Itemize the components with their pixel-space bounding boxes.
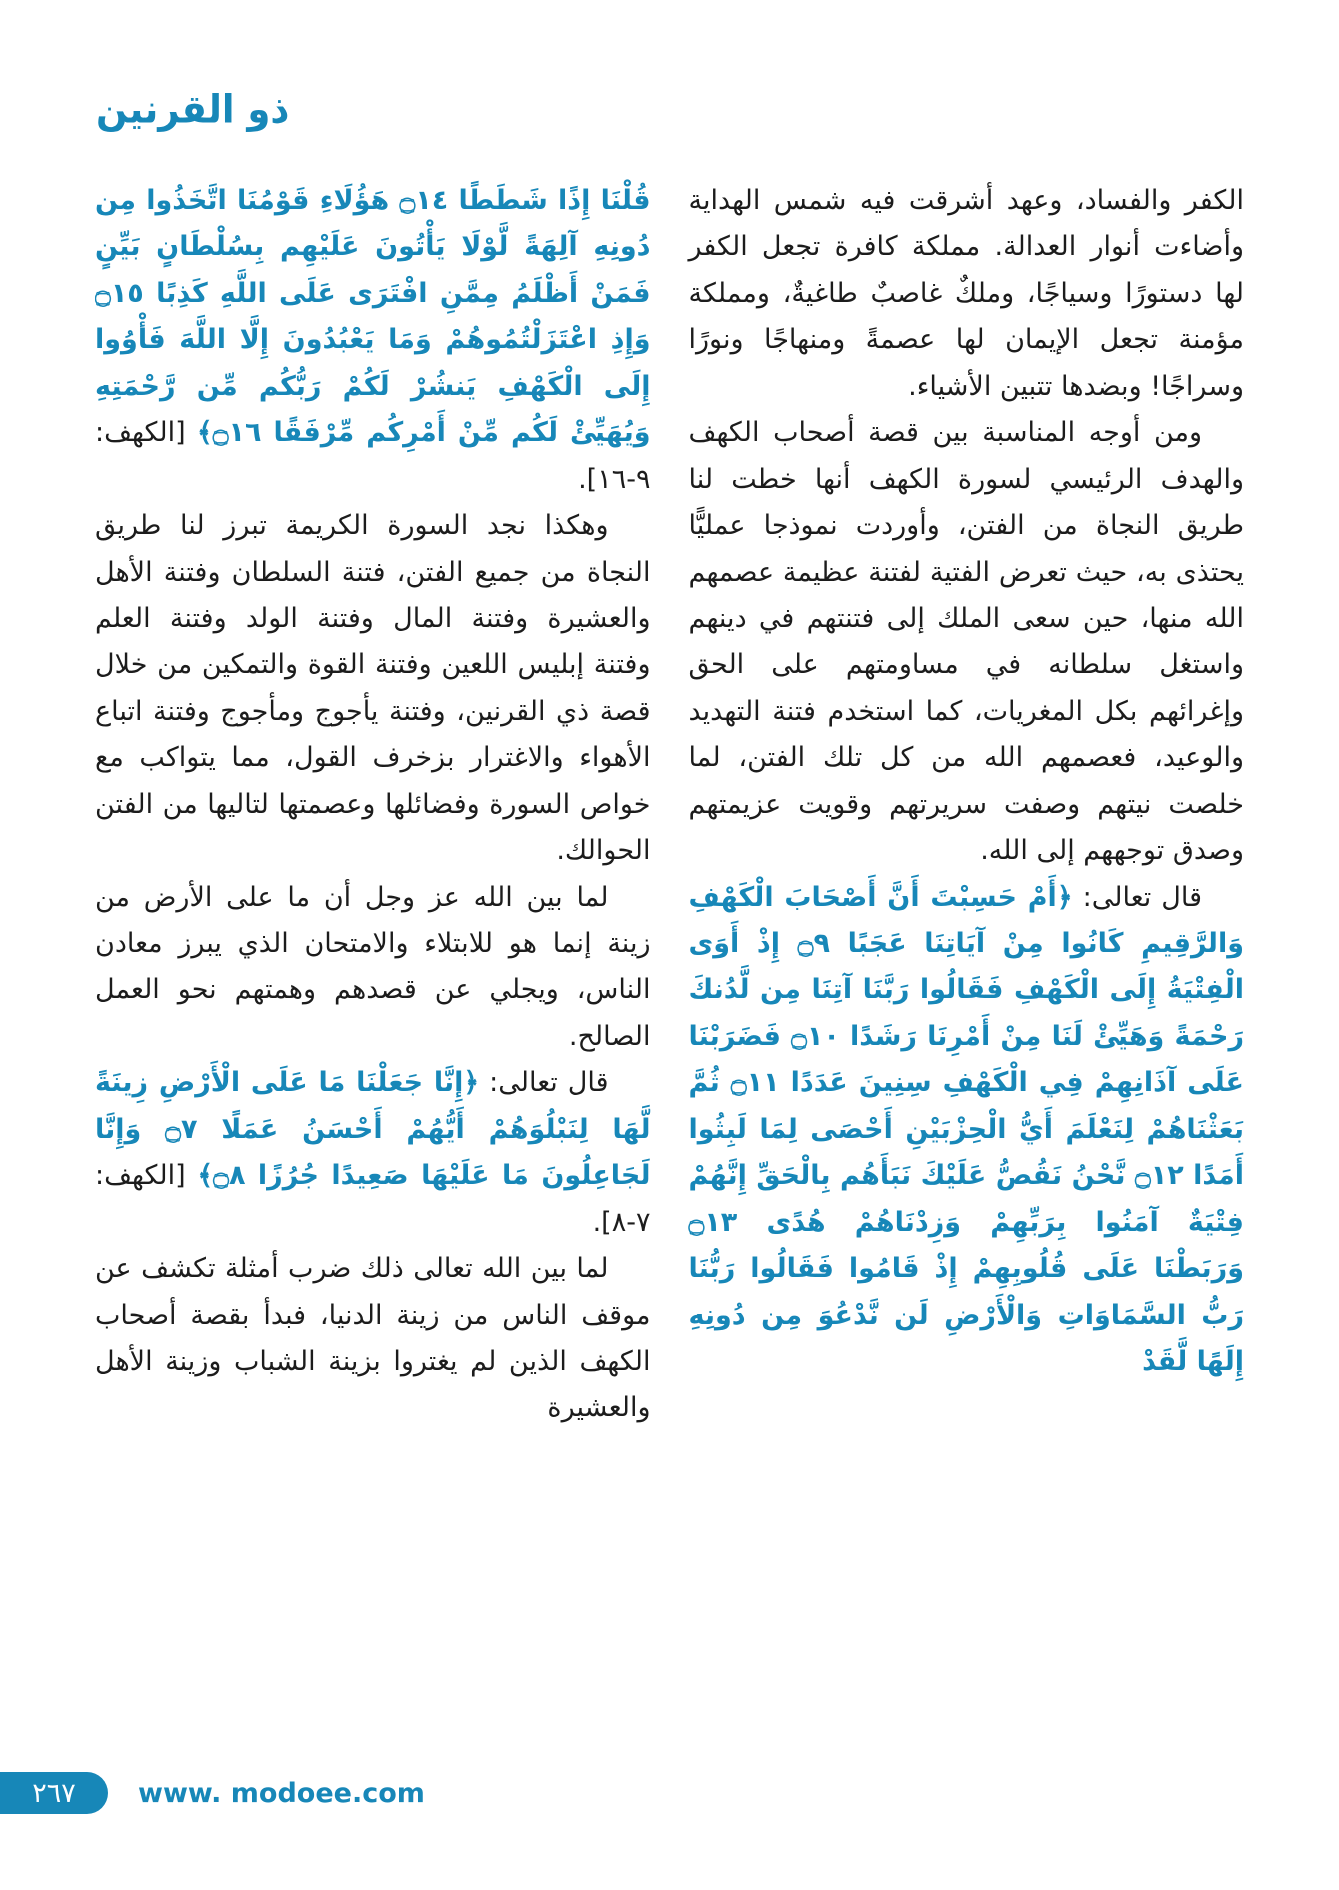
verse-reference: [الكهف: ٧-٨]. xyxy=(95,1160,651,1238)
paragraph: وهكذا نجد السورة الكريمة تبرز لنا طريق النجاة من جميع الفتن، فتنة السلطان وفتنة الأهل والعشيرة وفتنة المال وفتنة الولد وفتنة العلم وفتنة إبليس اللعين وفتنة القوة والتمكين من خلال قصة ذي القرنين، وفتنة يأجوج ومأجوج وفتنة اتباع الأهواء والاغترار بزخرف القول، مما يتواكب مع خواص السورة وفضائلها وعصمتها لتاليها من الفتن الحوالك. xyxy=(95,510,651,867)
quran-verse-text: ﴿إِنَّا جَعَلْنَا مَا عَلَى الْأَرْضِ زِينَةً لَّهَا لِنَبْلُوَهُمْ أَيُّهُمْ أَحْسَنُ عَمَلًا ۝٧ وَإِنَّا لَجَاعِلُونَ مَا عَلَيْهَا صَعِيدًا جُرُزًا ۝٨﴾ xyxy=(95,1067,651,1192)
quran-quote-block xyxy=(689,875,1245,1386)
quran-quote-block xyxy=(95,178,651,503)
quran-verse-text: قُلْنَا إِذًا شَطَطًا ۝١٤ هَؤُلَاءِ قَوْمُنَا اتَّخَذُوا مِن دُونِهِ آلِهَةً لَّوْلَا يَأْتُونَ عَلَيْهِم بِسُلْطَانٍ بَيِّنٍ فَمَنْ أَظْلَمُ مِمَّنِ افْتَرَى عَلَى اللَّهِ كَذِبًا ۝١٥ وَإِذِ اعْتَزَلْتُمُوهُمْ وَمَا يَعْبُدُونَ إِلَّا اللَّهَ فَأْوُوا إِلَى الْكَهْفِ يَنشُرْ لَكُمْ رَبُّكُم مِّن رَّحْمَتِهِ وَيُهَيِّئْ لَكُم مِّنْ أَمْرِكُم مِّرْفَقًا ۝١٦﴾ xyxy=(95,185,651,449)
page-footer xyxy=(0,1768,1339,1818)
paragraph: الكفر والفساد، وعهد أشرقت فيه شمس الهداية وأضاءت أنوار العدالة. مملكة كافرة تجعل الكفر لها دستورًا وسياجًا، وملكٌ غاصبٌ طاغيةٌ، ومملكة مؤمنة تجعل الإيمان لها عصمةً ومنهاجًا ونورًا وسراجًا! وبضدها تتبين الأشياء. xyxy=(688,185,1244,402)
paragraph: لما بين الله تعالى ذلك ضرب أمثلة تكشف عن موقف الناس من زينة الدنيا، فبدأ بقصة أصحاب الكهف الذين لم يغتروا بزينة الشباب وزينة الأهل والعشيرة xyxy=(95,1253,651,1424)
website-url: www. modoee.com xyxy=(138,1777,425,1809)
book-title-logo: ذو القرنين xyxy=(96,86,290,133)
page-number-badge xyxy=(0,1772,108,1814)
quote-intro: قال تعالى: xyxy=(479,1067,609,1099)
page-content xyxy=(95,178,1244,1738)
paragraph: لما بين الله عز وجل أن ما على الأرض من زينة إنما هو للابتلاء والامتحان الذي يبرز معادن الناس، ويجلي عن قصدهم وهمتهم نحو العمل الصالح. xyxy=(95,881,651,1052)
left-column xyxy=(95,178,651,1738)
quran-verse-text: ﴿أَمْ حَسِبْتَ أَنَّ أَصْحَابَ الْكَهْفِ وَالرَّقِيمِ كَانُوا مِنْ آيَاتِنَا عَجَبًا ۝٩ إِذْ أَوَى الْفِتْيَةُ إِلَى الْكَهْفِ فَقَالُوا رَبَّنَا آتِنَا مِن لَّدُنكَ رَحْمَةً وَهَيِّئْ لَنَا مِنْ أَمْرِنَا رَشَدًا ۝١٠ فَضَرَبْنَا عَلَى آذَانِهِمْ فِي الْكَهْفِ سِنِينَ عَدَدًا ۝١١ ثُمَّ بَعَثْنَاهُمْ لِنَعْلَمَ أَيُّ الْحِزْبَيْنِ أَحْصَى لِمَا لَبِثُوا أَمَدًا ۝١٢ نَّحْنُ نَقُصُّ عَلَيْكَ نَبَأَهُم بِالْحَقِّ إِنَّهُمْ فِتْيَةٌ آمَنُوا بِرَبِّهِمْ وَزِدْنَاهُمْ هُدًى ۝١٣ وَرَبَطْنَا عَلَى قُلُوبِهِمْ إِذْ قَامُوا فَقَالُوا رَبُّنَا رَبُّ السَّمَاوَاتِ وَالْأَرْضِ لَن نَّدْعُوَ مِن دُونِهِ إِلَهًا لَّقَدْ xyxy=(688,881,1244,1377)
page-number: ٢٦٧ xyxy=(32,1777,76,1809)
quote-intro: قال تعالى: xyxy=(1072,881,1202,913)
paragraph: ومن أوجه المناسبة بين قصة أصحاب الكهف والهدف الرئيسي لسورة الكهف أنها خطت لنا طريق النجاة من الفتن، وأوردت نموذجا عمليًّا يحتذى به، حيث تعرض الفتية لفتنة عظيمة عصمهم الله منها، حين سعى الملك إلى فتنتهم في دينهم واستغل سلطانه في مساومتهم على الحق وإغرائهم بكل المغريات، كما استخدم فتنة التهديد والوعيد، فعصمهم الله من كل تلك الفتن، لما خلصت نيتهم وصفت سريرتهم وقويت عزيمتهم وصدق توجههم إلى الله. xyxy=(688,417,1244,867)
verse-reference: [الكهف: ٩-١٦]. xyxy=(95,417,651,495)
right-column xyxy=(689,178,1245,1738)
quran-quote-block xyxy=(95,1060,651,1246)
